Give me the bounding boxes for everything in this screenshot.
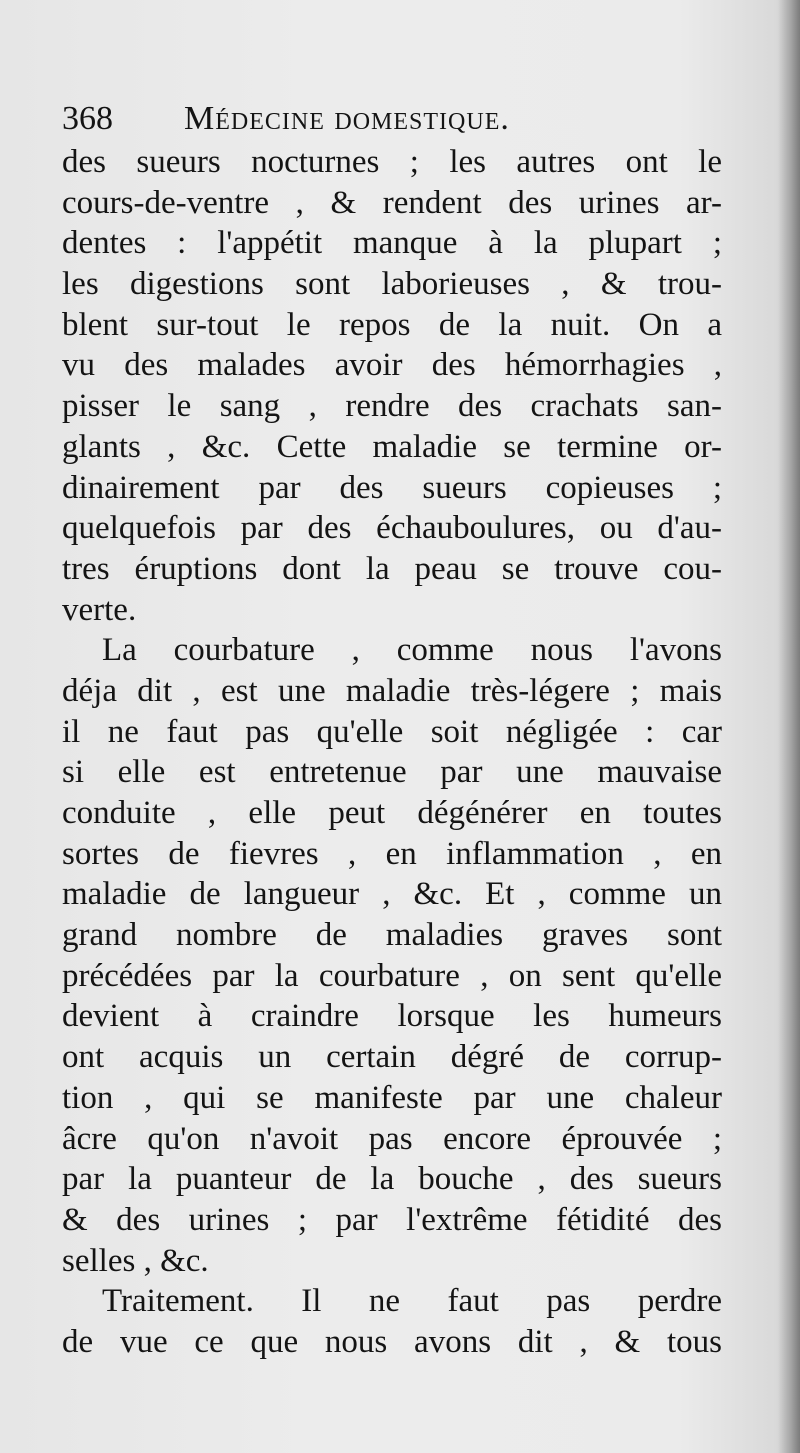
text-line: tion , qui se manifeste par une chaleur [62,1079,722,1116]
text-line: pisser le sang , rendre des crachats san- [62,388,722,425]
text-line: devient à craindre lorsque les humeurs [62,998,722,1035]
text-line: tres éruptions dont la peau se trouve cou- [62,550,722,587]
text-line: déja dit , est une maladie très-légere ; mais [62,672,722,709]
text-line: blent sur-tout le repos de la nuit. On a [62,306,722,343]
text-line: conduite , elle peut dégénérer en toutes [62,795,722,831]
text-line: dinairement par des sueurs copieuses ; [62,469,722,506]
text-line: il ne faut pas qu'elle soit négligée : car [62,713,722,750]
running-header [62,96,722,142]
text-line: âcre qu'on n'avoit pas encore éprouvée ; [62,1120,722,1157]
text-line: vu des malades avoir des hémorrhagies , [62,347,722,384]
text-line: cours-de-ventre , & rendent des urines ar- [62,184,722,221]
text-line: & des urines ; par l'extrême fétidité des [62,1201,722,1238]
text-line: des sueurs nocturnes ; les autres ont le [62,144,722,180]
text-line: grand nombre de maladies graves sont [62,917,722,954]
text-line: La courbature , comme nous l'avons [102,632,722,669]
running-title: Médecine domestique. [184,100,510,137]
text-line: verte. [62,591,137,628]
text-line: selles , &c. [62,1242,209,1279]
text-line: si elle est entretenue par une mauvaise [62,754,722,791]
text-line: sortes de fievres , en inflammation , en [62,835,722,872]
text-line: par la puanteur de la bouche , des sueurs [62,1161,722,1198]
text-line: glants , &c. Cette maladie se termine or- [62,428,722,465]
text-line: les digestions sont laborieuses , & trou- [62,266,722,303]
page-gutter-shadow [778,0,800,1453]
text-line: quelquefois par des échauboulures, ou d'au- [62,510,722,547]
page-number: 368 [62,100,113,137]
text-line: maladie de langueur , &c. Et , comme un [62,876,722,913]
text-line: dentes : l'appétit manque à la plupart ; [62,225,722,262]
text-line: Traitement. Il ne faut pas perdre [102,1283,722,1320]
text-line: de vue ce que nous avons dit , & tous [62,1323,722,1360]
body-text [62,142,722,1363]
text-line: ont acquis un certain dégré de corrup- [62,1039,722,1076]
text-line: précédées par la courbature , on sent qu'elle [62,957,722,994]
